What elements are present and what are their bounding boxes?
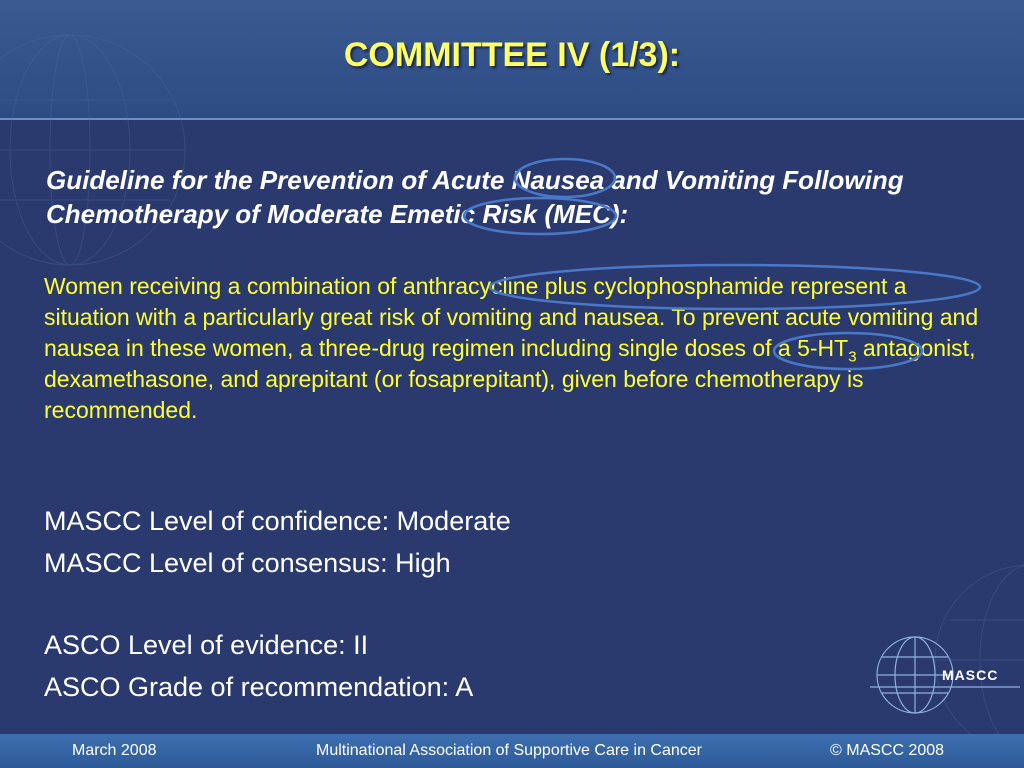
mascc-levels	[44, 500, 511, 584]
guideline-subtitle	[46, 163, 996, 231]
asco-evidence: ASCO Level of evidence: II	[44, 630, 369, 660]
slide-title: COMMITTEE IV (1/3):	[343, 36, 681, 74]
subtitle-text: Emetic Risk (MEC):	[382, 199, 629, 229]
footer-date: March 2008	[72, 742, 157, 759]
footer-organization: Multinational Association of Supportive Care in Cancer	[316, 742, 702, 759]
rec-text: Women receiving a combination of	[44, 273, 403, 299]
highlight-anthracycline: anthracycline plus cyclophosphamide	[402, 273, 784, 299]
highlight-three-drug: three-drug	[318, 335, 426, 361]
mascc-confidence: MASCC Level of confidence: Moderate	[44, 506, 511, 536]
highlight-moderate: Moderate	[267, 199, 383, 229]
footer-bar	[0, 734, 1024, 768]
footer-copyright: © MASCC 2008	[830, 742, 945, 759]
recommendation-text	[44, 271, 994, 426]
rec-text: regimen including single doses of a 5-HT	[425, 335, 849, 361]
asco-levels	[44, 624, 473, 708]
rec-text: represent a situation with a particularly great risk of vomiting and nausea. To prevent acute vomiting and nausea in these women, a	[44, 273, 979, 361]
subscript: 3	[848, 348, 857, 366]
subtitle-text: Guideline for the Prevention of	[46, 165, 433, 195]
mascc-logo-text: MASCC	[942, 667, 999, 683]
mascc-consensus: MASCC Level of consensus: High	[44, 548, 451, 578]
subtitle-text: Nausea and Vomiting Following Chemotherapy of	[46, 165, 904, 229]
highlight-acute: Acute	[432, 165, 505, 195]
rec-text: antagonist, dexamethasone, and aprepitant (or fosaprepitant), given before chemotherapy is recommended.	[44, 335, 976, 423]
asco-grade: ASCO Grade of recommendation: A	[44, 672, 474, 702]
